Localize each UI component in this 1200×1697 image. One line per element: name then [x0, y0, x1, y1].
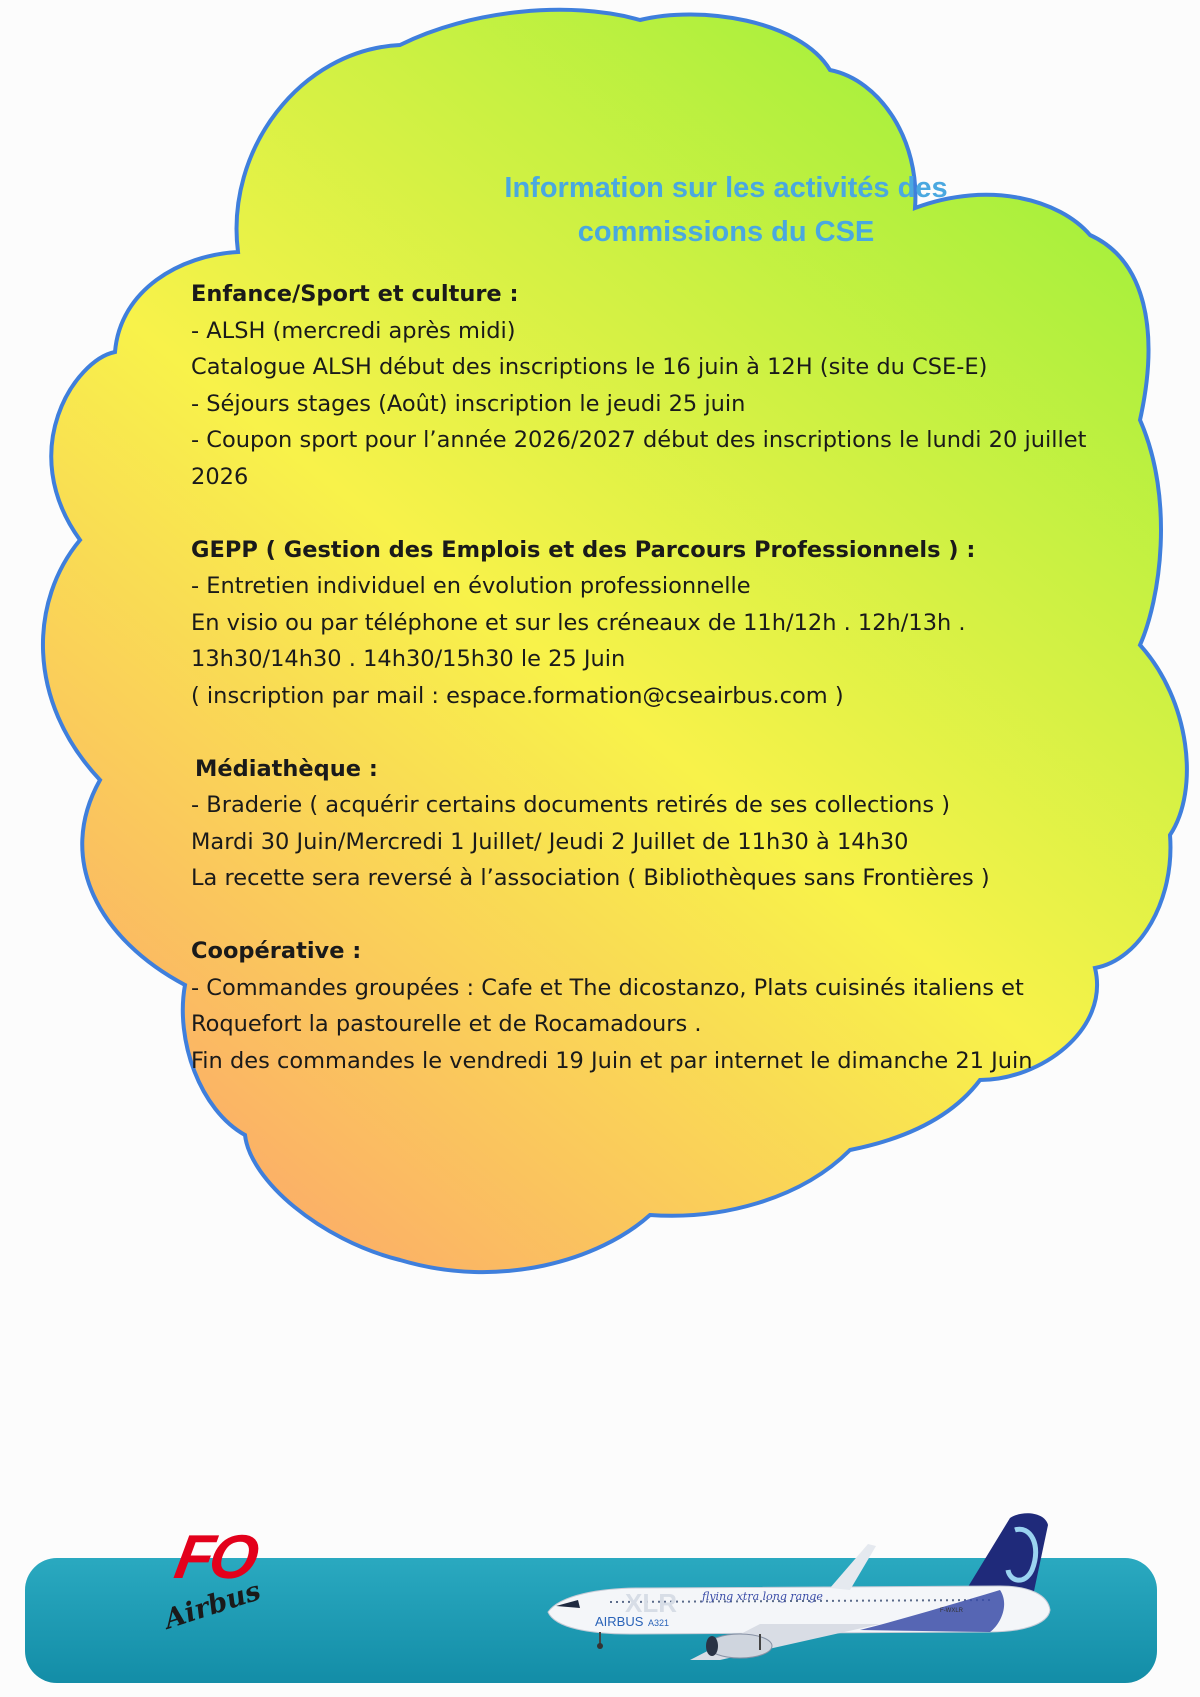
section-heading: GEPP ( Gestion des Emplois et des Parcours Professionnels ) :	[191, 536, 976, 563]
title-line-1: Information sur les activités des	[504, 172, 948, 204]
text-line: - Séjours stages (Août) inscription le jeudi 25 juin	[191, 390, 746, 417]
fo-logo-airbus: Airbus	[160, 1575, 265, 1636]
section-heading: Enfance/Sport et culture :	[191, 281, 519, 307]
section-heading: Médiathèque :	[195, 755, 378, 782]
text-line: Fin des commandes le vendredi 19 Juin et par internet le dimanche 21 Juin	[191, 1047, 1033, 1074]
text-line: 2026	[191, 463, 249, 490]
text-line: - Entretien individuel en évolution professionnelle	[191, 573, 751, 599]
text-line: Roquefort la pastourelle et de Rocamadours .	[191, 1011, 702, 1037]
plane-model: A321	[648, 1618, 670, 1628]
fo-logo: FO	[169, 1523, 261, 1592]
text-line: En visio ou par téléphone et sur les créneaux de 11h/12h . 12h/13h .	[191, 609, 966, 636]
text-line: 13h30/14h30 . 14h30/15h30 le 25 Juin	[191, 646, 626, 672]
text-line: La recette sera reversé à l’association ( Bibliothèques sans Frontières )	[191, 865, 990, 891]
page-title	[376, 166, 1076, 254]
plane-brand: AIRBUS	[595, 1614, 644, 1629]
text-line: Catalogue ALSH début des inscriptions le 16 juin à 12H (site du CSE-E)	[191, 354, 988, 380]
text-line: - ALSH (mercredi après midi)	[191, 317, 516, 344]
text-line: - Coupon sport pour l’année 2026/2027 début des inscriptions le lundi 20 juillet	[191, 427, 1087, 453]
main-content	[191, 166, 1121, 1079]
section-gepp	[191, 532, 1121, 715]
title-line-2: commissions du CSE	[577, 216, 875, 248]
section-cooperative	[191, 933, 1121, 1079]
plane-tagline: flying xtra long range	[702, 1590, 823, 1603]
plane-registration: F-WXLR	[940, 1608, 963, 1614]
section-heading: Coopérative :	[191, 938, 362, 964]
section-enfance	[191, 276, 1121, 495]
text-line: - Commandes groupées : Cafe et The dicostanzo, Plats cuisinés italiens et	[191, 974, 1024, 1001]
section-mediatheque	[191, 751, 1121, 897]
text-line: Mardi 30 Juin/Mercredi 1 Juillet/ Jeudi 2 Juillet de 11h30 à 14h30	[191, 828, 909, 855]
plane-mark: XLR	[625, 1588, 677, 1618]
text-line: ( inscription par mail : espace.formation@cseairbus.com )	[191, 682, 844, 709]
text-line: - Braderie ( acquérir certains documents retirés de ses collections )	[191, 792, 951, 818]
